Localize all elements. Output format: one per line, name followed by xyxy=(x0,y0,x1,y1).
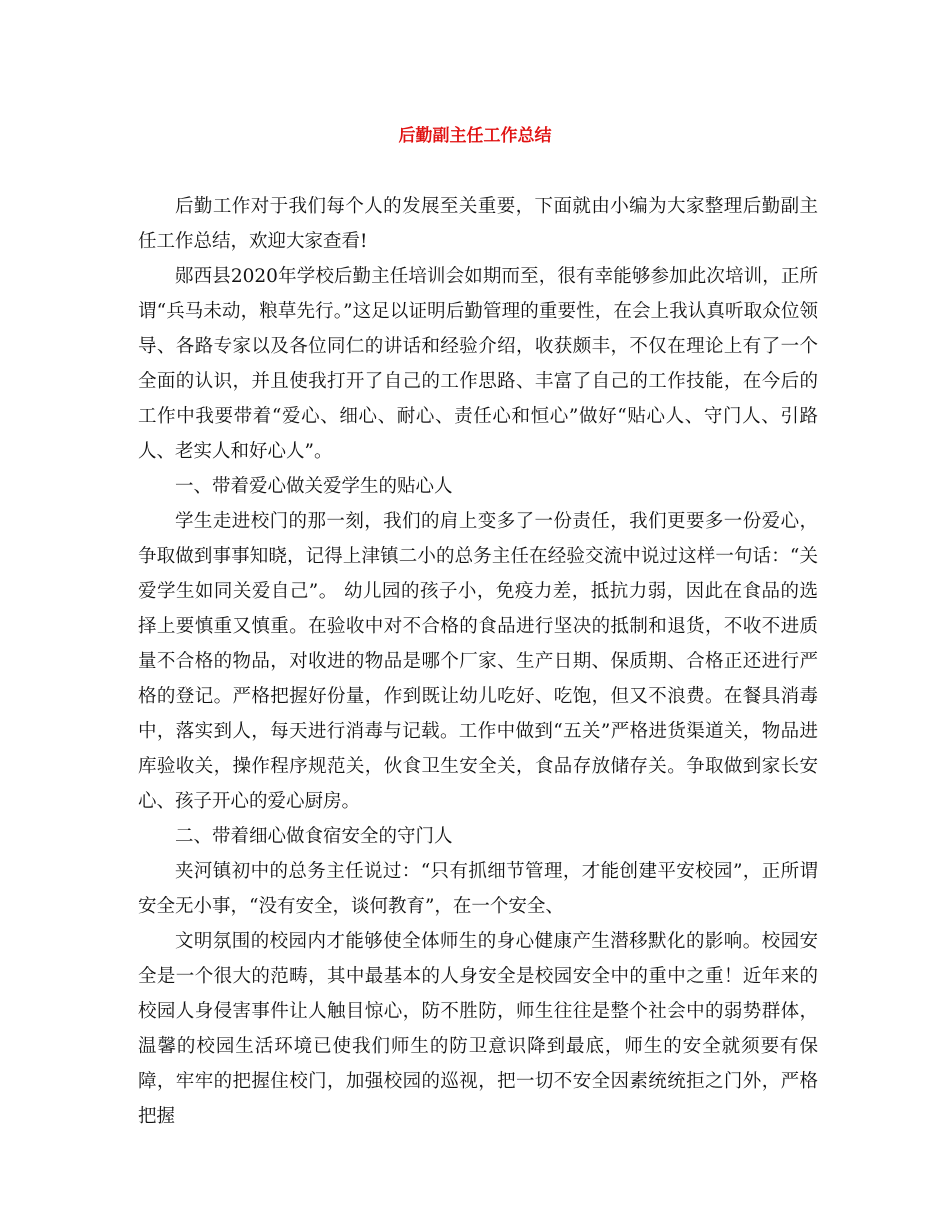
section-heading-2: 二、带着细心做食宿安全的守门人 xyxy=(175,826,453,847)
section-heading-1: 一、带着爱心做关爱学生的贴心人 xyxy=(175,476,453,497)
document-title: 后勤副主任工作总结 xyxy=(398,126,552,146)
paragraph-section-1: 学生走进校门的那一刻，我们的肩上变多了一份责任，我们更要多一份爱心，争取做到事事知晓，记得上津镇二小的总务主任在经验交流中说过这样一句话：“关爱学生如同关爱自己”。 幼儿园的孩子小，免疫力差，抵抗力弱，因此在食品的选择上要慎重又慎重。在验收中对不合格的食品进行坚决的抵制和退货，不收不进质量不合格的物品，对收进的物品是哪个厂家、生产日期、保质期、合格正还进行严格的登记。严格把握好份量，作到既让幼儿吃好、吃饱，但又不浪费。在餐具消毒中，落实到人，每天进行消毒与记载。工作中做到“五关”严格进货渠道关，物品进库验收关，操作程序规范关，伙食卫生安全关，食品存放储存关。争取做到家长安心、孩子开心的爱心厨房。 xyxy=(138,511,818,812)
paragraph-training: 郧西县2020年学校后勤主任培训会如期而至，很有幸能够参加此次培训，正所谓“兵马未动，粮草先行。”这足以证明后勤管理的重要性，在会上我认真听取众位领导、各路专家以及各位同仁的讲话和经验介绍，收获颇丰，不仅在理论上有了一个全面的认识，并且使我打开了自己的工作思路、丰富了自己的工作技能，在今后的工作中我要带着“爱心、细心、耐心、责任心和恒心”做好“贴心人、守门人、引路人、老实人和好心人”。 xyxy=(138,266,818,462)
paragraph-intro: 后勤工作对于我们每个人的发展至关重要，下面就由小编为大家整理后勤副主任工作总结，欢迎大家查看! xyxy=(138,196,818,252)
document-body xyxy=(138,189,818,1134)
paragraph-section-2a: 夹河镇初中的总务主任说过：“只有抓细节管理，才能创建平安校园”，正所谓安全无小事，“没有安全，谈何教育”，在一个安全、 xyxy=(138,861,818,917)
paragraph-section-2b: 文明氛围的校园内才能够使全体师生的身心健康产生潜移默化的影响。校园安全是一个很大的范畴，其中最基本的人身安全是校园安全中的重中之重！近年来的校园人身侵害事件让人触目惊心，防不胜防，师生往往是整个社会中的弱势群体，温馨的校园生活环境已使我们师生的防卫意识降到最底，师生的安全就须要有保障，牢牢的把握住校门，加强校园的巡视，把一切不安全因素统统拒之门外，严格把握 xyxy=(138,931,818,1127)
